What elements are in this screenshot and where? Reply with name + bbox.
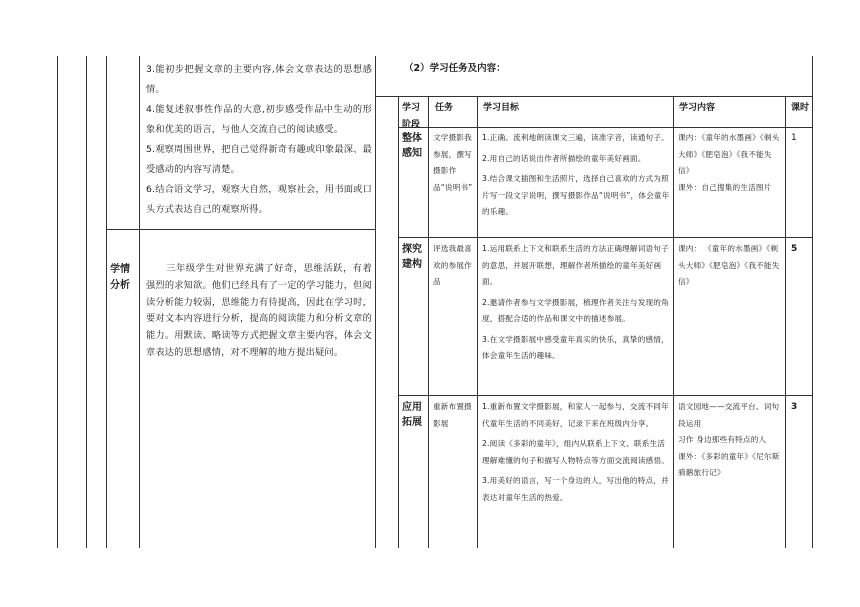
table-border: [375, 56, 376, 548]
content-item: 课内：《童年的水墨画》《剃头大师》《肥皂泡》《我不能失信》: [678, 133, 780, 175]
goal-item: 2.用自己的话说出作者所描绘的童年美好画面。: [482, 153, 646, 163]
content-item: 习作 身边那些有特点的人: [678, 435, 767, 444]
goal-item: 3.能初步把握文章的主要内容,体会文章表达的思想感情。: [146, 64, 372, 95]
task-text: 评选我最喜欢的参展作品: [433, 244, 472, 286]
table-border: [673, 96, 674, 548]
table-border: [785, 96, 786, 548]
goal-item: 3.用美好的语言，写一个身边的人，写出他的特点，并表达对童年生活的热爱。: [482, 476, 669, 502]
content-item: 课外：《多彩的童年》《尼尔斯骑鹅旅行记》: [678, 451, 780, 477]
task-text: 重新布置摄影展: [433, 402, 472, 428]
table-border: [106, 229, 375, 230]
table-border: [57, 56, 58, 548]
goal-list: [482, 130, 670, 225]
table-border: [398, 237, 812, 238]
table-border: [375, 96, 812, 97]
table-border: [477, 96, 478, 548]
table-border: [428, 96, 429, 548]
header-goal: 学习目标: [483, 103, 520, 113]
content-item: 课外：自己搜集的生活图片: [678, 182, 772, 192]
content-list: [678, 241, 782, 291]
goal-list: [482, 241, 670, 369]
analysis-text: 三年级学生对世界充满了好奇，思维活跃，有着强烈的求知欲。他们已经具有了一定的学习能力，但阅读分析能力较弱，思维能力有待提高，因此在学习时，要对文本内容进行分析，提高的阅读能力和分析文章的能力。用默读、略读等方式把握文章主要内容，体会文章表达的思想感情，对不理解的地方提出疑问。: [146, 263, 372, 358]
goal-item: 4.能复述叙事性作品的大意,初步感受作品中生动的形象和优美的语言，与他人交流自己的阅读感受。: [146, 104, 372, 135]
table-border: [106, 56, 107, 548]
stage-label: 探究建构: [402, 244, 422, 270]
task-text: 文学摄影我参展，撰写摄影作品“说明书”: [433, 133, 473, 192]
goal-item: 3.结合课文插图和生活照片，选择自己喜欢的方式为照片写一段文字说明，撰写摄影作品“说明书”，体会童年的乐趣。: [482, 174, 670, 216]
table-border: [398, 96, 399, 548]
goal-item: 1.正确、流利地朗读课文三遍，读准字音，读通句子。: [482, 133, 669, 142]
table-border: [812, 56, 813, 548]
goal-item: 1.运用联系上下文和联系生活的方法正确理解词语句子的意思，并展开联想，理解作者所描绘的童年美好画面。: [482, 244, 669, 286]
hours-value: 5: [791, 244, 798, 254]
goal-item: 6.结合语文学习，观察大自然，观察社会，用书面或口头方式表达自己的观察所得。: [146, 184, 372, 215]
table-border: [398, 127, 812, 128]
table-border: [398, 395, 812, 396]
table-border: [86, 56, 87, 548]
goal-item: 1.重新布置文学摄影展，和家人一起参与，交流不同年代童年生活的不同美好，记录下来在班级内分享。: [482, 402, 669, 428]
header-stage: 学习阶段: [402, 103, 421, 130]
hours-value: 1: [791, 133, 797, 143]
content-item: 语文园地——交流平台、词句段运用: [678, 402, 780, 428]
stage-label: 整体感知: [402, 133, 422, 159]
table-border: [139, 56, 140, 548]
content-list: [678, 399, 782, 482]
goal-item: 5.观察周围世界，把自己觉得新奇有趣或印象最深、最受感动的内容写清楚。: [146, 144, 372, 175]
goal-item: 3.在文学摄影展中感受童年真实的快乐，真挚的感情，体会童年生活的趣味。: [482, 334, 669, 360]
goal-list: [482, 399, 670, 510]
header-task: 任务: [435, 103, 454, 113]
goal-item: 2.阅读《多彩的童年》，组内从联系上下文、联系生活理解难懂的句子和描写人物特点等方面交流阅读感悟。: [482, 439, 670, 465]
stage-label: 应用拓展: [402, 402, 422, 428]
analysis-label: 学情分析: [110, 264, 130, 291]
header-content: 学习内容: [679, 103, 716, 113]
content-item: 课内： 《童年的水墨画》《剃头大师》《肥皂泡》《我不能失信》: [678, 244, 780, 286]
section-title: （2）学习任务及内容：: [404, 63, 506, 74]
goals-text: [146, 60, 372, 220]
header-hours: 课时: [791, 103, 810, 113]
goal-item: 2.邀请作者参与文学摄影展，梳理作者关注与发现的角度，搭配合适的作品和课文中的描述参展。: [482, 297, 669, 323]
content-list: [678, 130, 782, 196]
hours-value: 3: [791, 402, 798, 412]
